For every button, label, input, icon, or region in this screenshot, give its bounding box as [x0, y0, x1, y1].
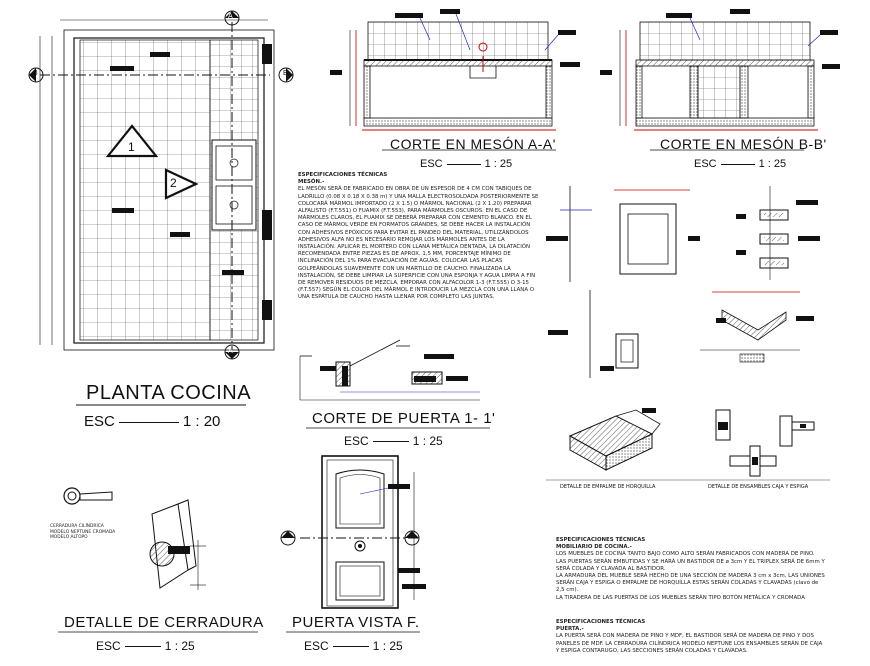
view-triangle-1-label: 1 [128, 140, 135, 154]
spec-mobiliario-sub: MOBILIARIO DE COCINA.- [556, 544, 632, 551]
marker-a-bottom-label: A [228, 348, 233, 355]
corte-puerta-drawing [300, 340, 480, 400]
empalme-caption: DETALLE DE EMPALME DE HORQUILLA [560, 484, 656, 490]
marker-b-right-label: B [283, 70, 288, 77]
ensambles-caption: DETALLE DE ENSAMBLES CAJA Y ESPIGA [708, 484, 809, 490]
puerta-vista-scale: ESC 1 : 25 [304, 639, 403, 653]
spec-meson-sub: MESÓN.- [298, 179, 325, 186]
spec-puerta [556, 619, 826, 655]
corte-meson-b-scale: ESC 1 : 25 [694, 158, 787, 170]
planta-cocina-plan [40, 20, 274, 350]
spec-puerta-heading: ESPECIFICACIONES TÉCNICAS [556, 619, 646, 625]
corte-puerta-scale: ESC 1 : 25 [344, 434, 443, 448]
ensambles-drawing [700, 410, 830, 480]
spec-mobiliario-heading: ESPECIFICACIONES TÉCNICAS [556, 537, 646, 543]
cerradura-note: CERRADURA CILÍNDRICA MODELO NEPTUNE CROMADA MODELO ALTOPO [50, 524, 116, 541]
marker-1-right-label: 1 [409, 532, 413, 539]
marker-b-left-label: B [33, 70, 38, 77]
spec-meson [298, 172, 540, 302]
spec-meson-heading: ESPECIFICACIONES TÉCNICAS [298, 172, 388, 178]
corte-meson-a-title: CORTE EN MESÓN A-A' [390, 136, 556, 152]
spec-mobiliario-p3: LA TIRADERA DE LAS PUERTAS DE LOS MUEBLES SERÁN TIPO BOTÓN METÁLICA Y CROMADA [556, 594, 805, 601]
spec-meson-body: EL MESÓN SERÁ DE FABRICADO EN OBRA DE UN ESPESOR DE 4 CM CON TABIQUES DE LADRILLO (0.08 X 0.18 X 0.38 m) Y UNA MALLA ELECTROSOLDADA POSTERIORMENTE SE COLOCARÁ MÁRMOL IMPORTADO (2 X 1.5) O MÁRMOL NACIONAL (2 X 1.20) PREPARAR ALFALISTO (F.T.551) O FUAMIX (F.T.553), PARA MÁRMOLES OSCUROS. EN EL CASO DE MÁRMOLES CLAROS, EL FUAMIX SE DEBERÁ PREPARAR CON CEMENTO BLANCO. EN EL CASO DE MÁRMOL VERDE EN FORMATOS GRANDES, SE DEBE HACER LA INSTALACIÓN CON ADHESIVOS EPÓXICOS PARA EVITAR EL PANDEO DEL MATERIAL, UTILIZÁNDOLOS ADHESIVOS ALFA NO ES NECESARIO REMOJAR LOS MÁRMOLES ANTES DE LA INSTALACIÓN. APLICAR EL MORTERO CON LLANA METÁLICA DENTADA, LA DILATACIÓN RECOMENDADA ENTRE PIEZAS ES DE APROX. 1,5 MM, PORCENTAJE MÍNIMO DE INCLINACIÓN DEL 1% PARA EVACUACIÓN DE AGUAS. COLOCAR LAS PLACAS GOLPEÁNDOLAS SUAVEMENTE CON UN MARTILLO DE CAUCHO. FINALIZADA LA INSTALACIÓN, SE DEBE LIMPIAR LA SUPERFICIE CON UNA ESPONJA Y AGUA LIMPIA A FIN DE REMOVER RESIDUOS DE MEZCLA. EMPORAR CON ALFACOLOR 1-3 (F.T.555) O 3-15 (F.T.557) SEGÚN EL COLOR DEL MÁRMOL E INTRODUCIR LA MEZCLA CON UNA LLANA O UNA ESPÁTULA DE CAUCHO HASTA LLENAR POR COMPLETO LAS JUNTAS. [298, 186, 539, 301]
spec-mobiliario-p2: LA ARMADURA DEL MUEBLE SERÁ HECHO DE UNA SECCIÓN DE MADERA 3 cm x 3cm, LAS UNIONES SERÁN CAJA Y ESPIGA O EMPALME DE HORQUILLA ESTAS SERÁN COLADAS Y CLAVADAS (clavo de 2,5 cm). [556, 573, 825, 594]
planta-cocina-scale: ESC 1 : 20 [84, 413, 221, 430]
empalme-horquilla-drawing [546, 408, 700, 480]
corte-puerta-title: CORTE DE PUERTA 1- 1' [312, 410, 496, 427]
marker-a-top-label: A [228, 13, 233, 20]
spec-mobiliario-p1: LOS MUEBLES DE COCINA TANTO BAJO COMO ALTO SERÁN FABRICADOS CON MADERA DE PINO. LAS PUERTAS SERÁN EMBUTIDAS Y SE HARÁ UN BASTIDOR DE ø 3cm Y EL TRIPLEX SERÁ DE 6mm Y SERÁ COLADA Y CLAVADA AL BASTIDOR. [556, 551, 825, 572]
detalle-cerradura-title: DETALLE DE CERRADURA [64, 614, 264, 631]
puerta-vista-drawing [300, 456, 426, 608]
view-triangle-2-label: 2 [170, 176, 177, 190]
spec-mobiliario [556, 537, 826, 602]
detalle-muebles [546, 186, 820, 378]
spec-puerta-p1: LA PUERTA SERÁ CON MADERA DE PINO Y MDF, EL BASTIDOR SERÁ DE MADERA DE PINO Y DOS PANELES DE MDF. LA CERRADURA CILÍNDRICA MODELO NEPTUNE LOS ENSAMBLES SERÁN DE CAJA Y ESPIGA CONTARUGO, LAS SECCIONES SERÁN COLADAS Y CLAVADAS. [556, 633, 823, 654]
planta-cocina-title: PLANTA COCINA [86, 382, 252, 404]
corte-meson-a-scale: ESC 1 : 25 [420, 158, 513, 170]
spec-puerta-sub: PUERTA.- [556, 626, 584, 633]
corte-meson-a-drawing [330, 9, 580, 130]
puerta-vista-title: PUERTA VISTA F. [292, 614, 420, 631]
detalle-cerradura-scale: ESC 1 : 25 [96, 639, 195, 653]
corte-meson-b-drawing [600, 9, 840, 130]
marker-1-left-label: 1 [285, 532, 289, 539]
corte-meson-b-title: CORTE EN MESÓN B-B' [660, 136, 827, 152]
